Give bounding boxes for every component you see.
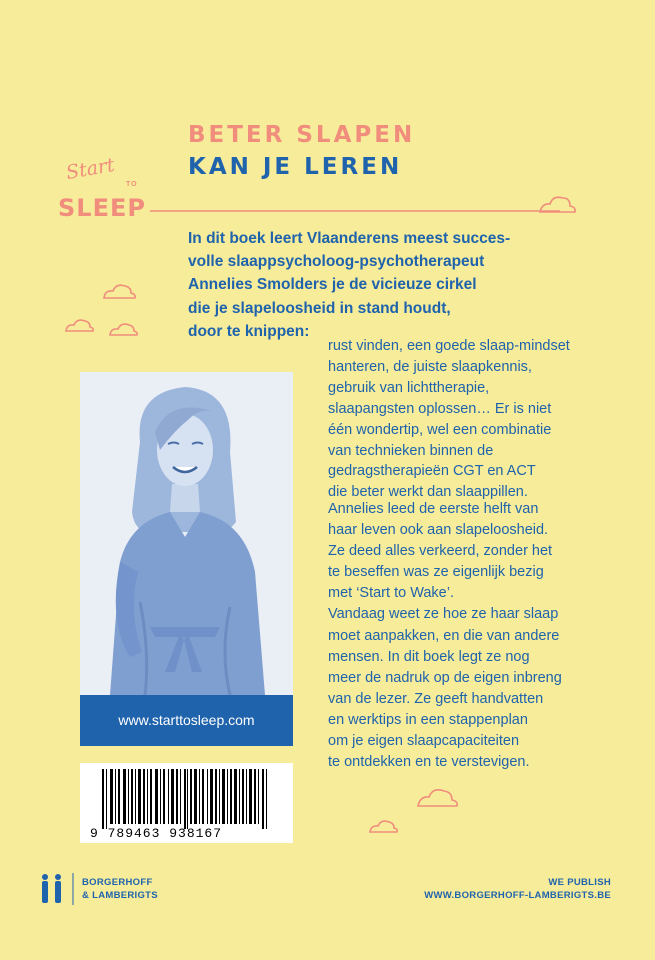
body-line: met ‘Start to Wake’.: [328, 585, 454, 602]
body-line: haar leven ook aan slapeloosheid.: [328, 522, 549, 539]
body-paragraph-1: [328, 336, 628, 503]
cloud-icon: [110, 324, 137, 335]
publisher-name-line-1: BORGERHOFF: [82, 877, 153, 888]
body-line: meer de nadruk op de eigen inbreng: [328, 669, 562, 686]
body-line: moet aanpakken, en die van andere: [328, 627, 560, 644]
cloud-icon: [540, 197, 575, 212]
cloud-icon: [418, 790, 457, 806]
cloud-icon: [104, 285, 135, 298]
body-line: Vandaag weet ze hoe ze haar slaap: [328, 606, 559, 623]
publisher-name-line-2: & LAMBERIGTS: [82, 890, 158, 901]
body-line: één wondertip, wel een combinatie: [328, 421, 552, 438]
author-photo: [80, 372, 293, 695]
body-line: te beseffen was ze eigenlijk bezig: [328, 564, 544, 581]
website-bar: www.starttosleep.com: [80, 695, 293, 746]
title-line-1: BETER SLAPEN: [188, 122, 416, 148]
body-line: Annelies leed de eerste helft van: [328, 501, 539, 517]
isbn-number: 9 789463 938167: [90, 826, 223, 841]
intro-line: volle slaappsycholoog-psychotherapeut: [188, 253, 485, 271]
publisher-logo-icon: [42, 874, 61, 903]
body-line: van de lezer. Ze geeft handvatten: [328, 690, 544, 707]
body-line: hanteren, de juiste slaapkennis,: [328, 358, 532, 375]
intro-line: die je slapeloosheid in stand houdt,: [188, 299, 451, 317]
publisher-url: WWW.BORGERHOFF-LAMBERIGTS.BE: [424, 890, 611, 901]
body-line: gebruik van lichttherapie,: [328, 379, 490, 396]
title-line-2: KAN JE LEREN: [188, 154, 403, 180]
cloud-icon: [66, 320, 93, 331]
intro-line: door te knippen:: [188, 322, 310, 340]
body-line: en werktips in een stappenplan: [328, 711, 528, 728]
body-line: mensen. In dit boek legt ze nog: [328, 648, 530, 665]
body-line: van technieken binnen de: [328, 442, 494, 459]
logo-sleep-text: SLEEP: [58, 194, 146, 222]
intro-line: In dit boek leert Vlaanderens meest succes-: [188, 230, 511, 247]
cloud-icon: [370, 821, 397, 832]
publisher-tagline: [424, 876, 611, 902]
body-line: slaapangsten oplossen… Er is niet: [328, 400, 552, 417]
body-paragraph-2: [328, 499, 628, 773]
intro-line: Annelies Smolders je de vicieuze cirkel: [188, 276, 477, 294]
intro-paragraph: [188, 227, 628, 343]
body-line: rust vinden, een goede slaap-mindset: [328, 338, 570, 354]
body-line: om je eigen slaapcapaciteiten: [328, 733, 520, 750]
body-line: te ontdekken en te verstevigen.: [328, 754, 530, 771]
publisher-name: [82, 876, 158, 902]
body-line: gedragstherapieën CGT en ACT: [328, 463, 536, 480]
publisher-tagline-text: WE PUBLISH: [548, 877, 611, 888]
logo-to-text: TO: [126, 181, 138, 188]
body-line: Ze deed alles verkeerd, zonder het: [328, 543, 553, 560]
body-line: die beter werkt dan slaappillen.: [328, 484, 528, 501]
logo-start-text: Start: [64, 153, 117, 185]
